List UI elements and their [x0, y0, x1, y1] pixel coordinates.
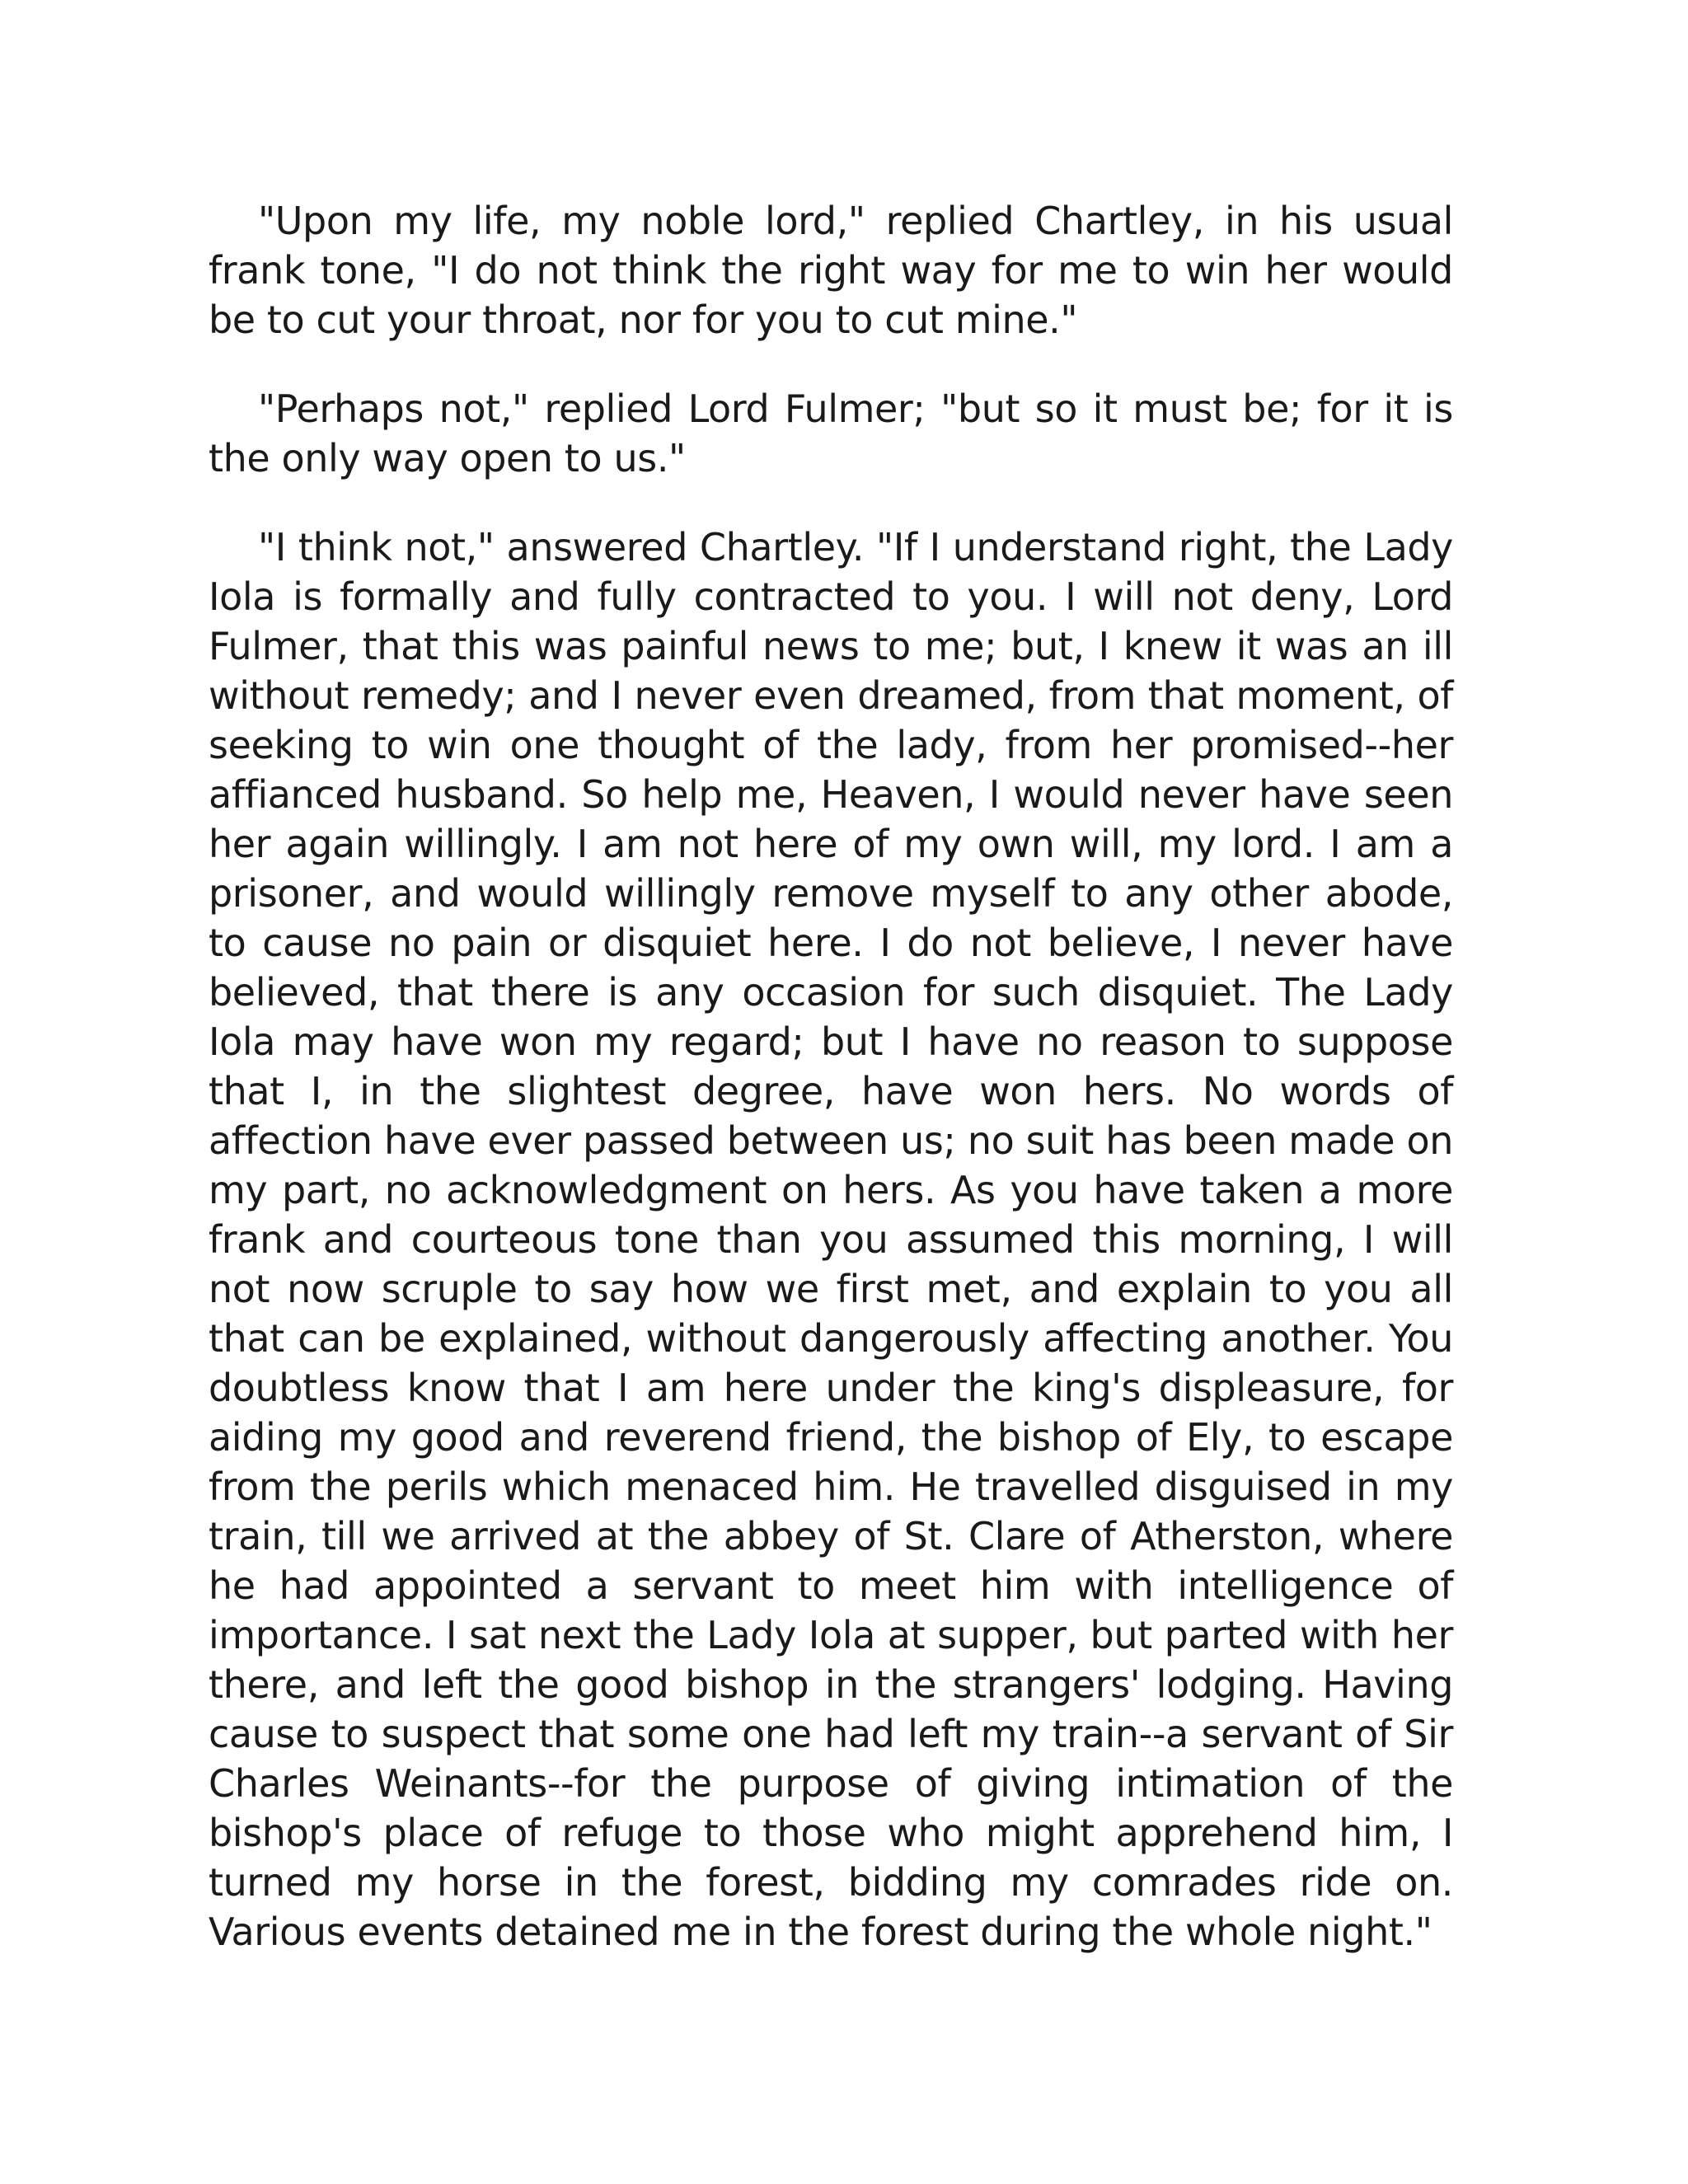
document-page	[209, 196, 1453, 1957]
paragraph-fulmer-reply: "Perhaps not," replied Lord Fulmer; "but so it must be; for it is the only way open to us."	[209, 387, 1453, 480]
paragraph-chartley-explanation: "I think not," answered Chartley. "If I understand right, the Lady Iola is formally and fully contracted to you. I will not deny, Lord Fulmer, that this was painful news to me; but, I knew it was an ill without remedy; and I never even dreamed, from that moment, of seeking to win one thought of the lady, from her promised--her affianced husband. So help me, Heaven, I would never have seen her again willingly. I am not here of my own will, my lord. I am a prisoner, and would willingly remove myself to any other abode, to cause no pain or disquiet here. I do not believe, I never have believed, that there is any occasion for such disquiet. The Lady Iola may have won my regard; but I have no reason to suppose that I, in the slightest degree, have won hers. No words of affection have ever passed between us; no suit has been made on my part, no acknowledgment on hers. As you have taken a more frank and courteous tone than you assumed this morning, I will not now scruple to say how we first met, and explain to you all that can be explained, without dangerously affecting another. You doubtless know that I am here under the king's displeasure, for aiding my good and reverend friend, the bishop of Ely, to escape from the perils which menaced him. He travelled disguised in my train, till we arrived at the abbey of St. Clare of Atherston, where he had appointed a servant to meet him with intelligence of importance. I sat next the Lady Iola at supper, but parted with her there, and left the good bishop in the strangers' lodging. Having cause to suspect that some one had left my train--a servant of Sir Charles Weinants--for the purpose of giving intimation of the bishop's place of refuge to those who might apprehend him, I turned my horse in the forest, bidding my comrades ride on. Various events detained me in the forest during the whole night."	[209, 525, 1453, 1954]
paragraph-chartley-reply: "Upon my life, my noble lord," replied Chartley, in his usual frank tone, "I do not think the right way for me to win her would be to cut your throat, nor for you to cut mine."	[209, 199, 1453, 342]
